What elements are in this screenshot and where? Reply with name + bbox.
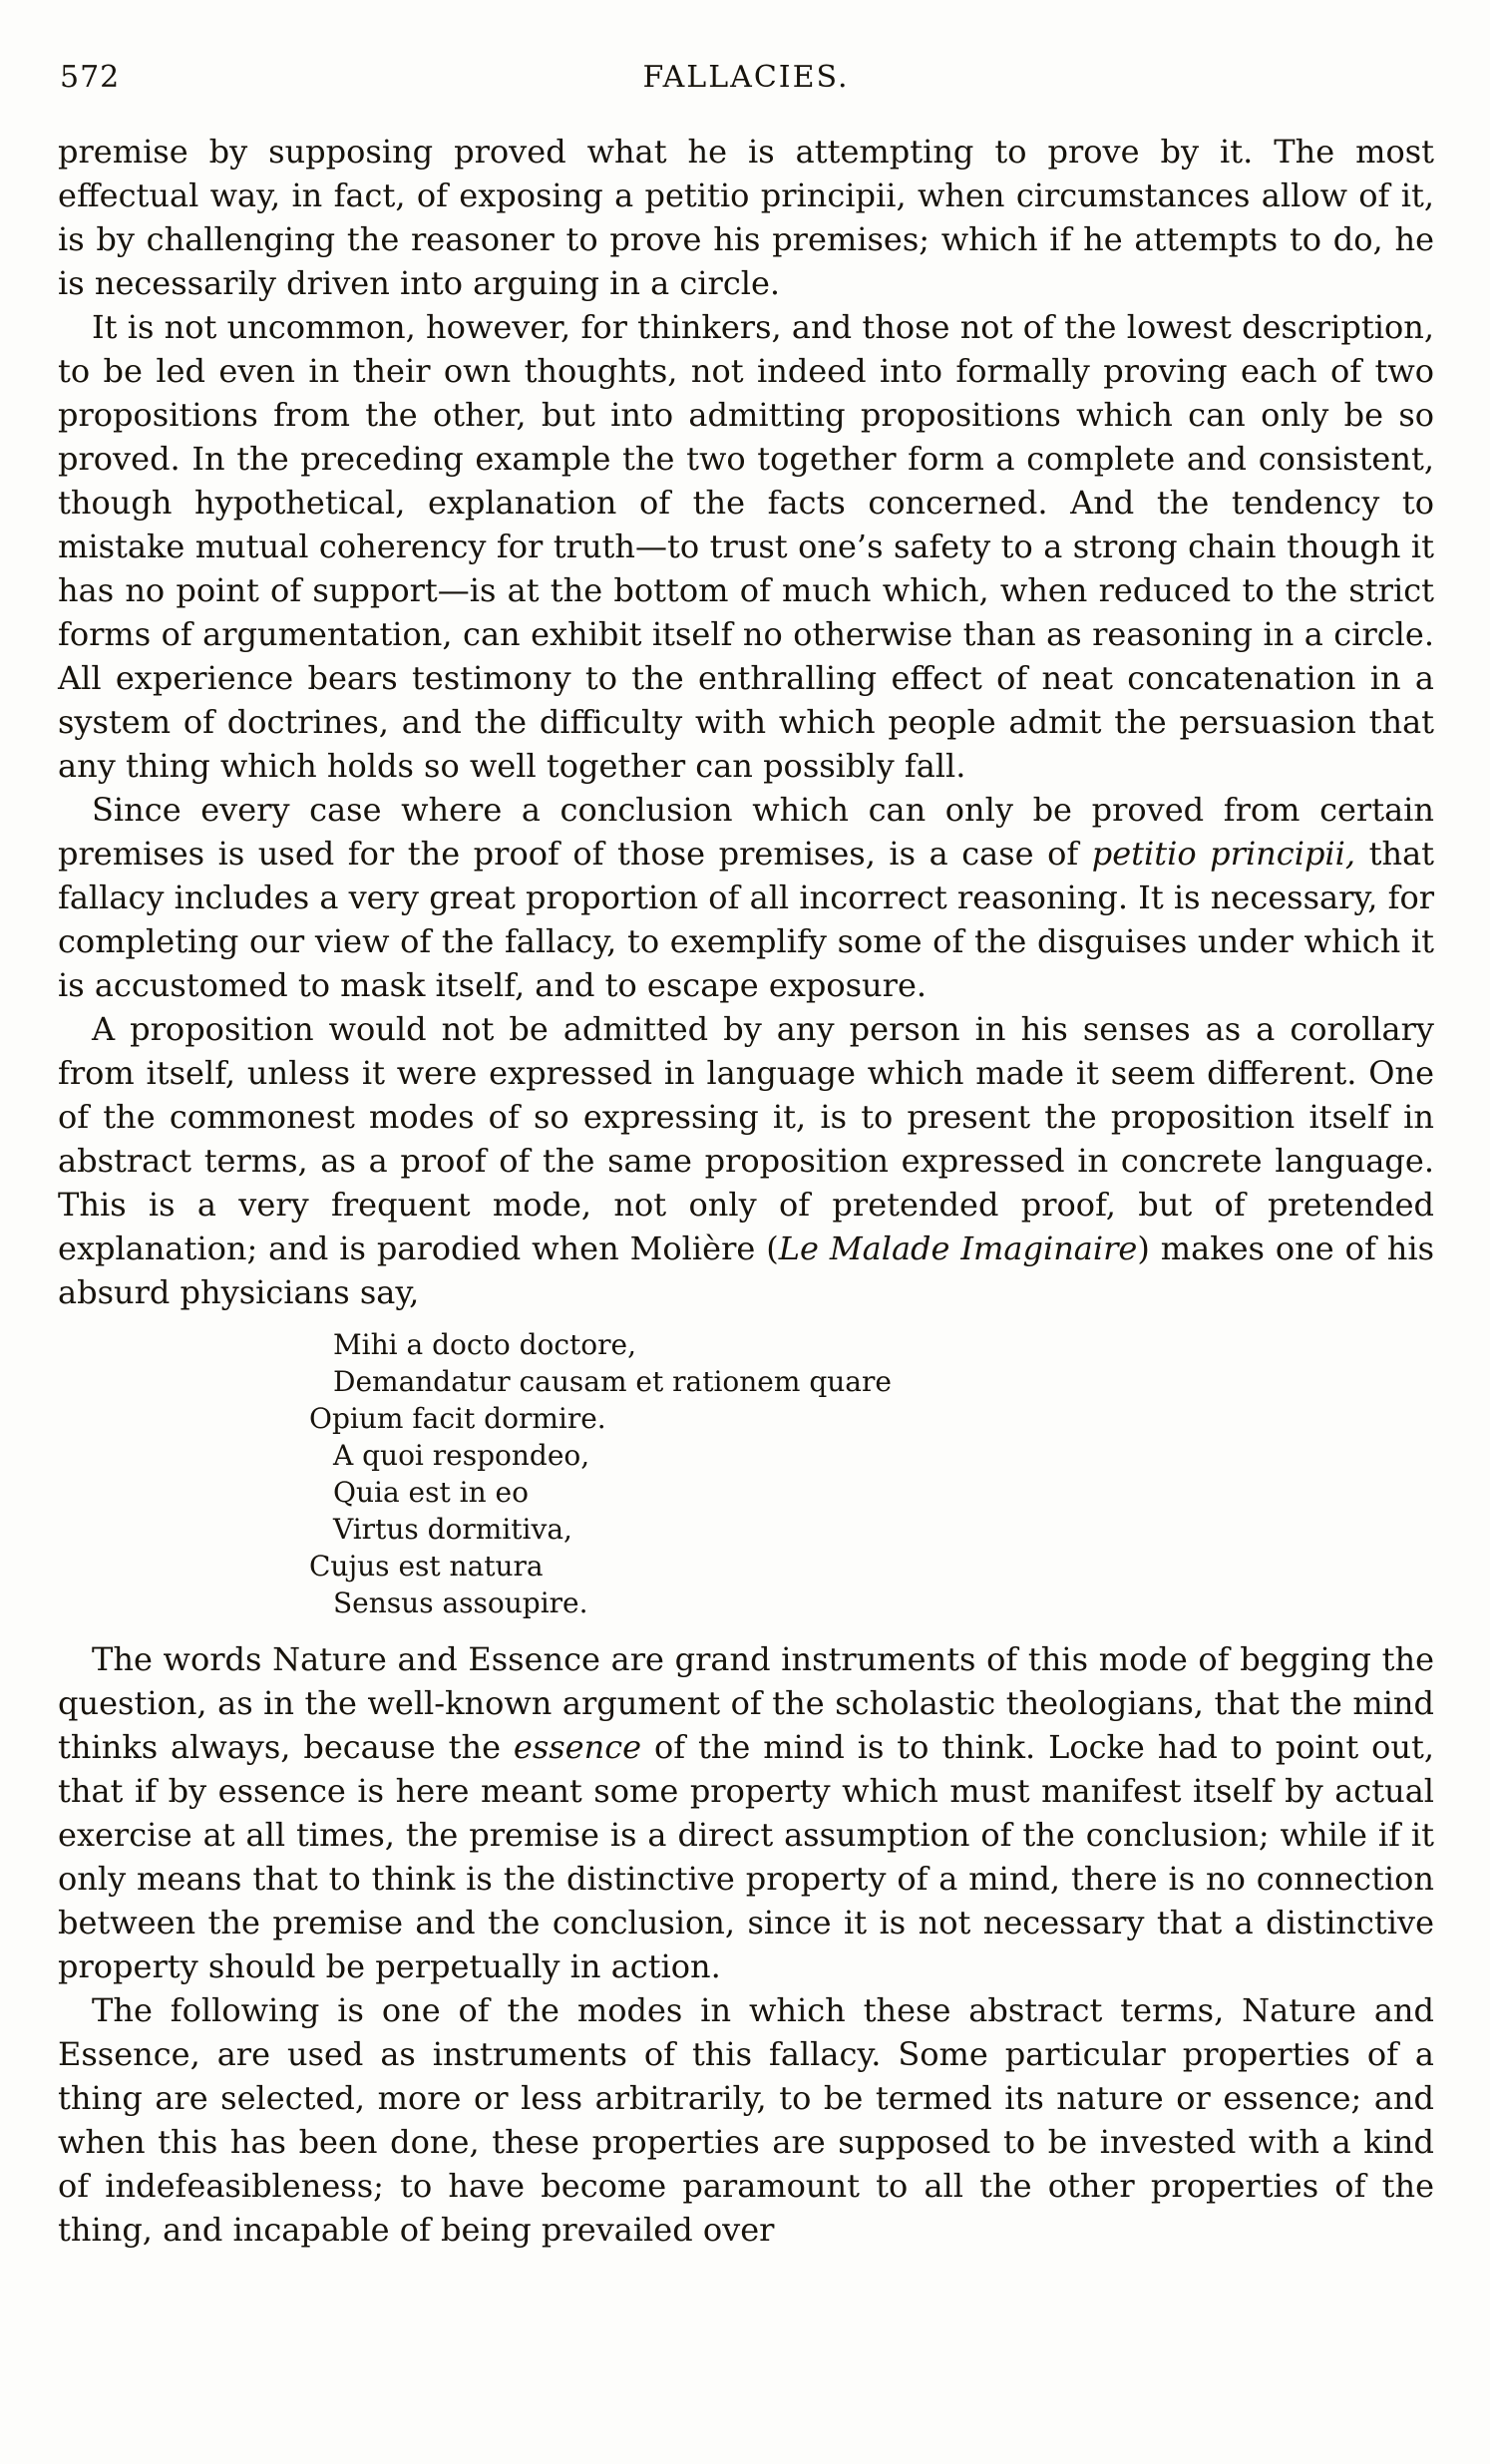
- verse-line: Mihi a docto doctore,: [333, 1328, 637, 1361]
- verse-block: [58, 1326, 1434, 1621]
- verse-line: Opium facit dormire.: [309, 1402, 606, 1435]
- paragraph: [58, 1988, 1434, 2252]
- verse-line: A quoi respondeo,: [333, 1439, 590, 1472]
- text-segment: ) makes one of his absurd physicians say,: [58, 1230, 1434, 1311]
- page-number: 572: [60, 60, 121, 95]
- text-segment: The words Nature and Essence are grand instruments of this mode of begging the question, as in the well-known argument of the scholastic theologians, that the mind thinks always, because the: [58, 1640, 1434, 1766]
- text-segment: Since every case where a conclusion which can only be proved from certain premises is used for the proof of those premises, is a case of: [58, 791, 1434, 873]
- italic-text: essence: [513, 1728, 642, 1766]
- paragraph: [58, 788, 1434, 1007]
- text-body: [58, 130, 1434, 2252]
- paragraph: [58, 305, 1434, 788]
- text-segment: that fallacy includes a very great proportion of all incorrect reasoning. It is necessary, for completing our view of the fallacy, to exemplify some of the disguises under which it is accustomed to mask itself, and to escape exposure.: [58, 835, 1435, 1004]
- verse-line: Demandatur causam et rationem quare: [333, 1365, 892, 1398]
- text-segment: A proposition would not be admitted by any person in his senses as a corollary from itself, unless it were expressed in language which made it seem different. One of the commonest modes of so expressing it, is to present the proposition itself in abstract terms, as a proof of the same proposition expressed in concrete language. This is a very frequent mode, not only of pretended proof, but of pretended explanation; and is parodied when Molière (: [58, 1010, 1434, 1267]
- verse-line: Sensus assoupire.: [333, 1586, 588, 1619]
- page-header: [58, 60, 1434, 102]
- running-title: FALLACIES.: [642, 60, 850, 95]
- paragraph: [58, 1007, 1434, 1314]
- text-segment: premise by supposing proved what he is attempting to prove by it. The most effectual way, in fact, of exposing a petitio principii, when circumstances allow of it, is by challenging the reasoner to prove his premises; which if he attempts to do, he is necessarily driven into arguing in a circle.: [58, 133, 1434, 302]
- text-segment: of the mind is to think. Locke had to point out, that if by essence is here meant some property which must manifest itself by actual exercise at all times, the premise is a direct assumption of the conclusion; while if it only means that to think is the distinctive property of a mind, there is no connection between the premise and the conclusion, since it is not necessary that a distinctive property should be perpetually in action.: [58, 1728, 1435, 1985]
- italic-text: Le Malade Imaginaire: [778, 1230, 1138, 1267]
- text-segment: The following is one of the modes in which these abstract terms, Nature and Essence, are used as instruments of this fallacy. Some particular properties of a thing are selected, more or less arbitrarily, to be termed its nature or essence; and when this has been done, these properties are supposed to be invested with a kind of indefeasibleness; to have become paramount to all the other properties of the thing, and incapable of being prevailed over: [58, 1991, 1434, 2249]
- italic-text: petitio principii,: [1091, 835, 1356, 873]
- verse-line: Quia est in eo: [333, 1476, 529, 1509]
- verse-line: Virtus dormitiva,: [333, 1513, 572, 1546]
- verse-line: Cujus est natura: [309, 1550, 544, 1583]
- paragraph: [58, 1637, 1434, 1988]
- paragraph: [58, 130, 1434, 305]
- text-segment: It is not uncommon, however, for thinkers, and those not of the lowest description, to be led even in their own thoughts, not indeed into formally proving each of two propositions from the other, but into admitting propositions which can only be so proved. In the preceding example the two together form a complete and consistent, though hypothetical, explanation of the facts concerned. And the tendency to mistake mutual coherency for truth—to trust one’s safety to a strong chain though it has no point of support—is at the bottom of much which, when reduced to the strict forms of argumentation, can exhibit itself no otherwise than as reasoning in a circle. All experience bears testimony to the enthralling effect of neat concatenation in a system of doctrines, and the difficulty with which people admit the persuasion that any thing which holds so well together can possibly fall.: [58, 308, 1434, 785]
